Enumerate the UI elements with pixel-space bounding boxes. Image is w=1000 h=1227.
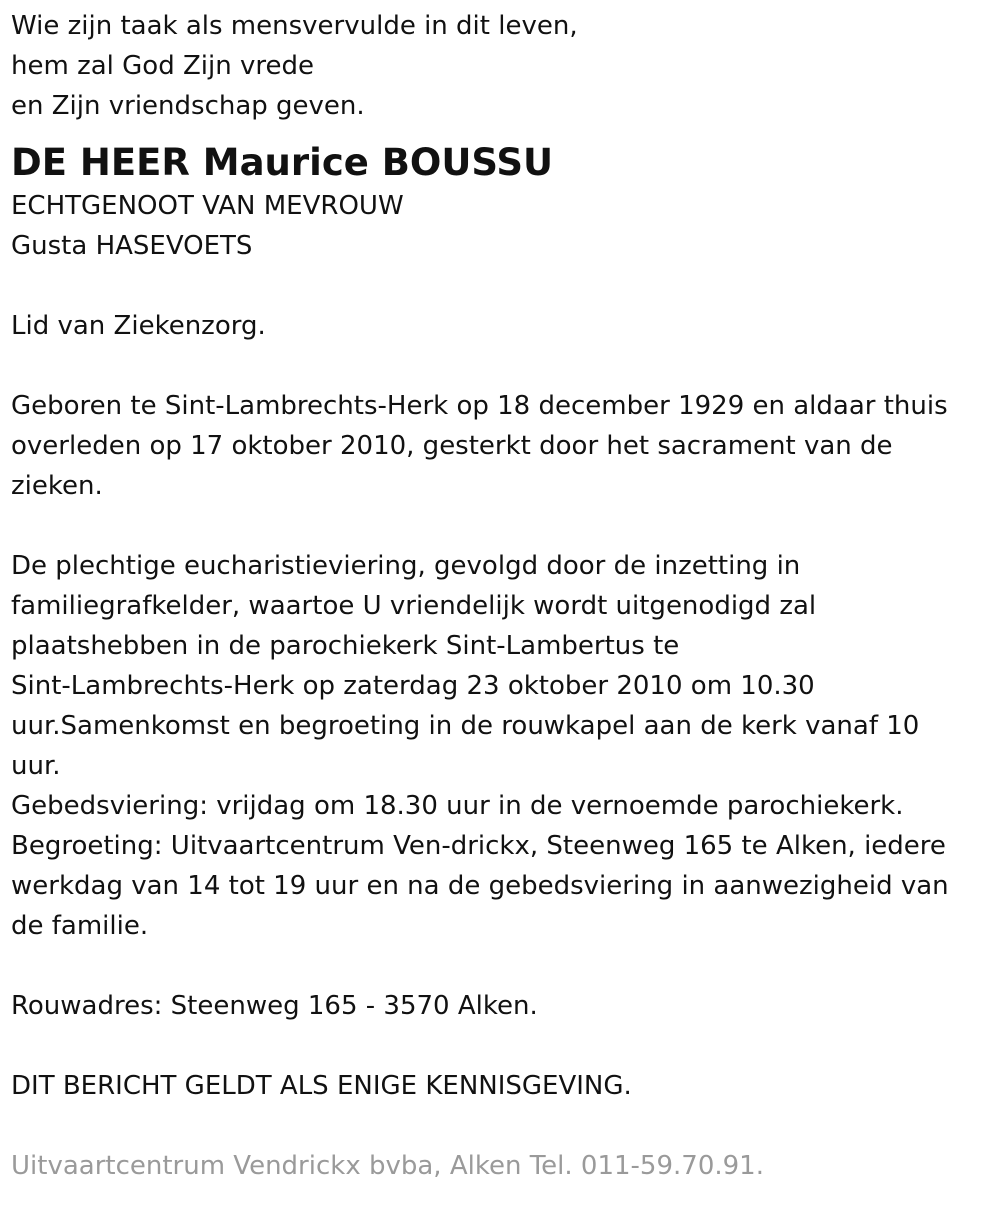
paragraph-line: werkdag van 14 tot 19 uur en na de gebedsviering in aanwezigheid van bbox=[11, 871, 949, 901]
verse-line: en Zijn vriendschap geven. bbox=[11, 91, 365, 121]
funeral-home-footer: Uitvaartcentrum Vendrickx bvba, Alken Tel. 011-59.70.91. bbox=[11, 1151, 764, 1181]
paragraph-line: Geboren te Sint-Lambrechts-Herk op 18 december 1929 en aldaar thuis bbox=[11, 391, 948, 421]
verse-line: Wie zijn taak als mensvervulde in dit leven, bbox=[11, 11, 578, 41]
spacer bbox=[11, 506, 986, 546]
spouse-line: ECHTGENOOT VAN MEVROUW bbox=[11, 191, 404, 221]
spouse-line: Gusta HASEVOETS bbox=[11, 231, 253, 261]
membership: Lid van Ziekenzorg. bbox=[11, 311, 266, 341]
paragraph-line: Begroeting: Uitvaartcentrum Ven-drickx, Steenweg 165 te Alken, iedere bbox=[11, 831, 946, 861]
spacer bbox=[11, 346, 986, 386]
notice-statement: DIT BERICHT GELDT ALS ENIGE KENNISGEVING. bbox=[11, 1071, 632, 1101]
paragraph-line: Gebedsviering: vrijdag om 18.30 uur in de vernoemde parochiekerk. bbox=[11, 791, 904, 821]
paragraph-line: Sint-Lambrechts-Herk op zaterdag 23 oktober 2010 om 10.30 bbox=[11, 671, 815, 701]
paragraph-line: zieken. bbox=[11, 471, 103, 501]
mourning-address: Rouwadres: Steenweg 165 - 3570 Alken. bbox=[11, 991, 538, 1021]
verse bbox=[11, 6, 986, 126]
spouse-info bbox=[11, 186, 986, 266]
paragraph-line: uur.Samenkomst en begroeting in de rouwkapel aan de kerk vanaf 10 bbox=[11, 711, 920, 741]
deceased-name: DE HEER Maurice BOUSSU bbox=[11, 141, 554, 184]
birth-death-paragraph bbox=[11, 386, 986, 506]
spacer bbox=[11, 1106, 986, 1146]
obituary-notice bbox=[11, 6, 986, 1186]
paragraph-line: overleden op 17 oktober 2010, gesterkt door het sacrament van de bbox=[11, 431, 893, 461]
ceremony-paragraph bbox=[11, 546, 986, 946]
spacer bbox=[11, 946, 986, 986]
paragraph-line: de familie. bbox=[11, 911, 149, 941]
spacer bbox=[11, 266, 986, 306]
paragraph-line: plaatshebben in de parochiekerk Sint-Lambertus te bbox=[11, 631, 680, 661]
paragraph-line: De plechtige eucharistieviering, gevolgd door de inzetting in bbox=[11, 551, 801, 581]
paragraph-line: familiegrafkelder, waartoe U vriendelijk wordt uitgenodigd zal bbox=[11, 591, 817, 621]
paragraph-line: uur. bbox=[11, 751, 61, 781]
verse-line: hem zal God Zijn vrede bbox=[11, 51, 314, 81]
spacer bbox=[11, 1026, 986, 1066]
